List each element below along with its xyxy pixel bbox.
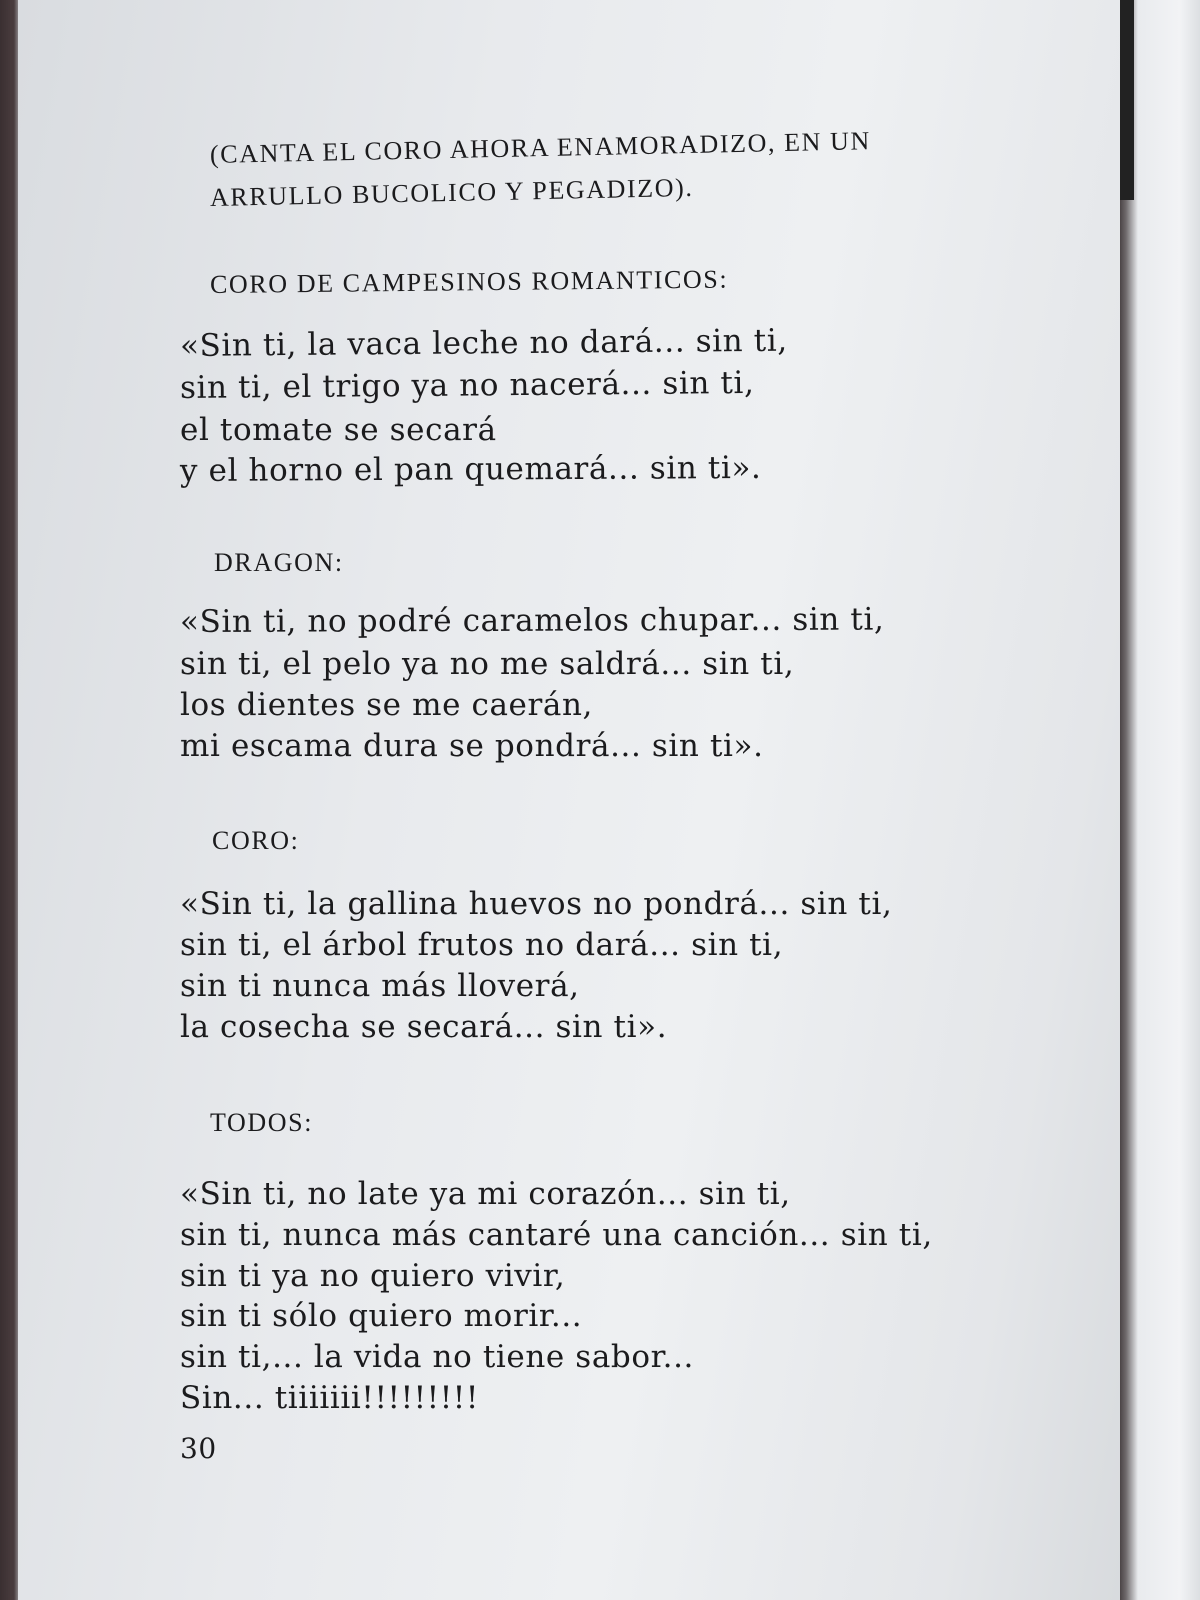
speaker-dragon: DRAGON: (214, 548, 344, 577)
verse-line: y el horno el pan quemará... sin ti». (179, 449, 762, 489)
verse-line: sin ti, el pelo ya no me saldrá... sin ti, (180, 646, 795, 682)
verse-line: los dientes se me caerán, (180, 687, 593, 723)
verse-line: el tomate se secará (180, 412, 497, 448)
page-number: 30 (180, 1432, 217, 1465)
verse-line: sin ti nunca más lloverá, (180, 968, 580, 1004)
verse-line: «Sin ti, no podré caramelos chupar... sin ti, (179, 601, 885, 640)
verse-line: sin ti, el trigo ya no nacerá... sin ti, (179, 364, 755, 406)
verse-line: sin ti, el árbol frutos no dará... sin ti, (180, 927, 784, 963)
speaker-coro: CORO: (212, 826, 300, 855)
verse-line: sin ti,... la vida no tiene sabor... (180, 1339, 694, 1375)
verse-line: sin ti sólo quiero morir... (180, 1298, 583, 1334)
verse-line: la cosecha se secará... sin ti». (180, 1009, 668, 1045)
verse-line: Sin... tiiiiiii!!!!!!!!! (180, 1380, 479, 1416)
verse-line: sin ti, nunca más cantaré una canción... sin ti, (180, 1217, 933, 1253)
verse-line: sin ti ya no quiero vivir, (180, 1258, 566, 1294)
verse-line: mi escama dura se pondrá... sin ti». (180, 728, 764, 764)
speaker-todos: TODOS: (210, 1108, 314, 1137)
speaker-coro-campesinos: CORO DE CAMPESINOS ROMANTICOS: (209, 264, 729, 299)
stage-direction-line-2: ARRULLO BUCOLICO Y PEGADIZO). (209, 172, 694, 212)
verse-line: «Sin ti, la gallina huevos no pondrá... sin ti, (180, 886, 893, 922)
stage-direction-line-1: (CANTA EL CORO AHORA ENAMORADIZO, EN UN (209, 126, 872, 169)
verse-line: «Sin ti, la vaca leche no dará... sin ti, (179, 322, 788, 364)
verse-line: «Sin ti, no late ya mi corazón... sin ti, (180, 1176, 791, 1212)
